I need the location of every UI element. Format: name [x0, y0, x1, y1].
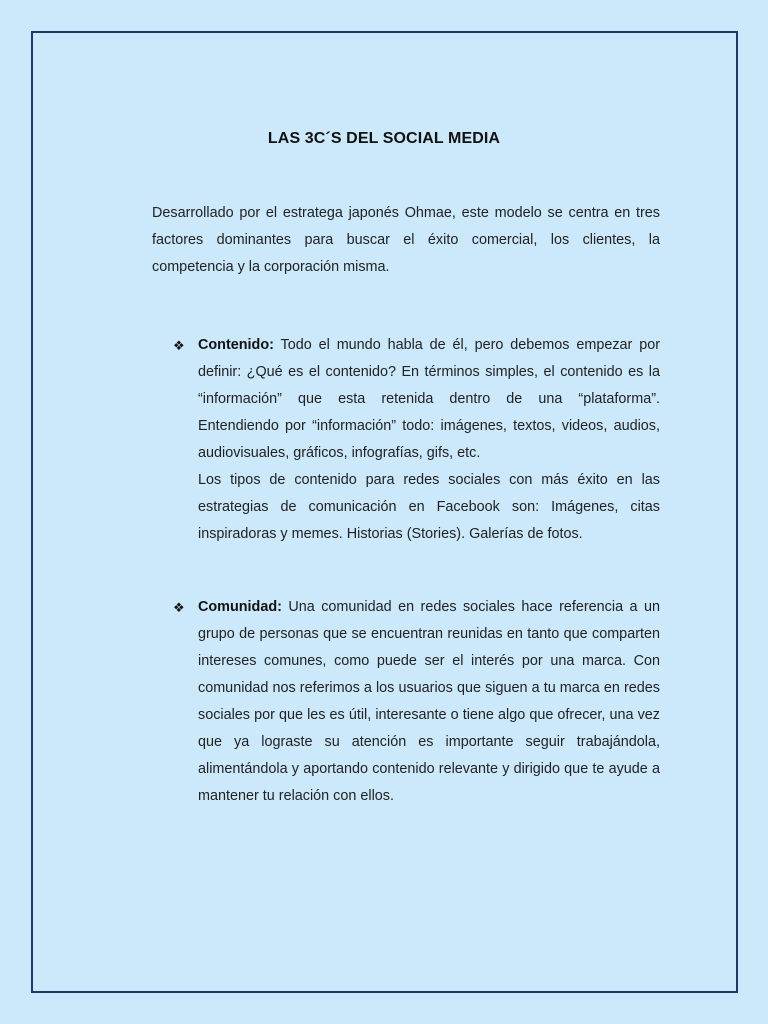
- bullet-contenido-extra: Los tipos de contenido para redes sociales con más éxito en las estrategias de comunicación en Facebook son: Imágenes, citas inspiradoras y memes. Historias (Stories). Galerías de fotos.: [198, 472, 660, 542]
- intro-paragraph: Desarrollado por el estratega japonés Ohmae, este modelo se centra en tres factores dominantes para buscar el éxito comercial, los clientes, la competencia y la corporación misma.: [152, 205, 660, 275]
- bullet-text: Todo el mundo habla de él, pero debemos empezar por definir: ¿Qué es el contenido? En términos simples, el contenido es la “información” que esta retenida dentro de una “plataforma”. Entendiendo por “información” todo: imágenes, textos, videos, audios, audiovisuales, gráficos, infografías, gifs, etc.: [198, 337, 660, 461]
- bullet-comunidad: [173, 594, 660, 810]
- diamond-bullet-icon: ❖: [173, 338, 185, 353]
- bullet-comunidad-paragraph: [198, 594, 660, 810]
- document-title: LAS 3C´S DEL SOCIAL MEDIA: [267, 130, 501, 147]
- bullet-term: Comunidad:: [198, 599, 282, 615]
- bullet-term: Contenido:: [198, 337, 274, 353]
- bullet-contenido-paragraph: [198, 332, 660, 467]
- bullet-text: Una comunidad en redes sociales hace referencia a un grupo de personas que se encuentran reunidas en tanto que comparten intereses comunes, como puede ser el interés por una marca. Con comunidad nos referimos a los usuarios que siguen a tu marca en redes sociales por que les es útil, interesante o tiene algo que ofrecer, una vez que ya lograste su atención es importante seguir trabajándola, alimentándola y aportando contenido relevante y dirigido que te ayude a mantener tu relación con ellos.: [198, 599, 660, 804]
- bullet-contenido: [173, 332, 660, 548]
- diamond-bullet-icon: ❖: [173, 600, 185, 615]
